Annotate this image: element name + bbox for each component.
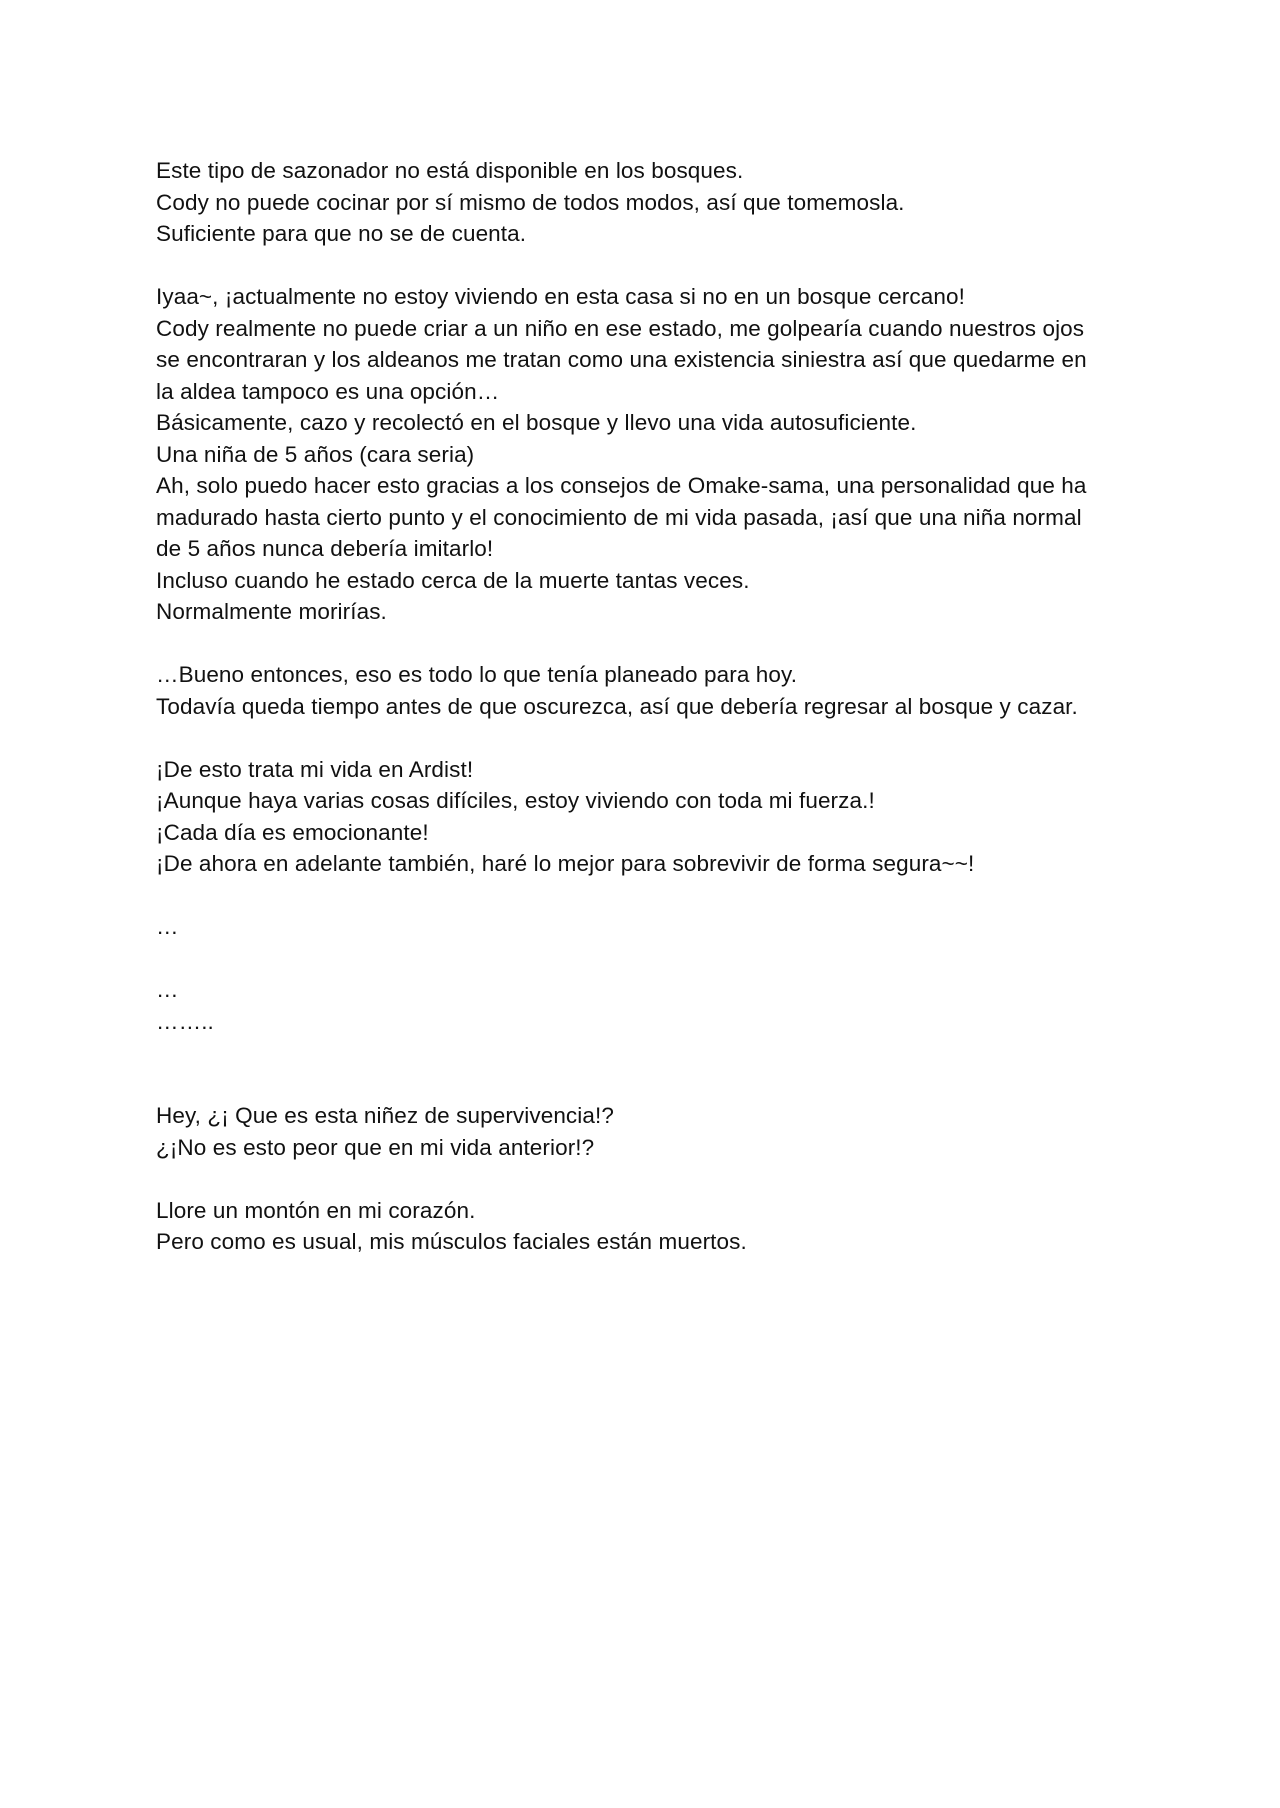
text-line: Todavía queda tiempo antes de que oscurezca, así que debería regresar al bosque y cazar.: [156, 693, 1078, 719]
text-line: Iyaa~, ¡actualmente no estoy viviendo en esta casa si no en un bosque cercano!: [156, 284, 965, 309]
text-line: ¡De esto trata mi vida en Ardist!: [156, 756, 474, 782]
blank-line: [156, 1037, 1136, 1069]
text-line: …Bueno entonces, eso es todo lo que tenía planeado para hoy.: [156, 662, 798, 687]
blank-line: [156, 943, 1136, 975]
text-line: ¡Aunque haya varias cosas difíciles, estoy viviendo con toda mi fuerza.!: [156, 788, 875, 813]
blank-line: [156, 722, 1136, 754]
text-line: Hey, ¿¡ Que es esta niñez de supervivencia!?: [156, 1103, 614, 1128]
text-line: Suficiente para que no se de cuenta.: [156, 221, 527, 246]
document-body: [156, 155, 1136, 1258]
text-line: ¡De ahora en adelante también, haré lo mejor para sobrevivir de forma segura~~!: [156, 851, 975, 876]
text-line: …: [156, 977, 179, 1002]
text-line: Cody no puede cocinar por sí mismo de todos modos, así que tomemosla.: [156, 189, 905, 215]
text-line: Cody realmente no puede criar a un niño en ese estado, me golpearía cuando nuestros ojos: [156, 315, 1085, 341]
text-line: Básicamente, cazo y recolectó en el bosque y llevo una vida autosuficiente.: [156, 410, 917, 435]
text-line: Normalmente morirías.: [156, 599, 387, 624]
blank-line: [156, 628, 1136, 660]
text-line: Incluso cuando he estado cerca de la muerte tantas veces.: [156, 567, 750, 593]
text-line: Este tipo de sazonador no está disponible en los bosques.: [156, 158, 744, 183]
text-line: Una niña de 5 años (cara seria): [156, 441, 475, 467]
text-line: Ah, solo puedo hacer esto gracias a los consejos de Omake-sama, una personalidad que ha: [156, 473, 1087, 498]
text-line: ……..: [156, 1008, 214, 1034]
blank-line: [156, 1163, 1136, 1195]
text-line: ¿¡No es esto peor que en mi vida anterior!?: [156, 1134, 595, 1160]
text-line: Pero como es usual, mis músculos faciales están muertos.: [156, 1229, 747, 1254]
blank-line: [156, 1069, 1136, 1101]
text-line: ¡Cada día es emocionante!: [156, 819, 429, 845]
text-line: se encontraran y los aldeanos me tratan como una existencia siniestra así que quedarme en: [156, 347, 1087, 372]
text-line: madurado hasta cierto punto y el conocimiento de mi vida pasada, ¡así que una niña normal: [156, 504, 1082, 530]
blank-line: [156, 880, 1136, 912]
text-line: la aldea tampoco es una opción…: [156, 378, 500, 404]
text-line: de 5 años nunca debería imitarlo!: [156, 536, 494, 561]
text-line: …: [156, 914, 179, 939]
text-line: Llore un montón en mi corazón.: [156, 1197, 476, 1223]
blank-line: [156, 250, 1136, 282]
